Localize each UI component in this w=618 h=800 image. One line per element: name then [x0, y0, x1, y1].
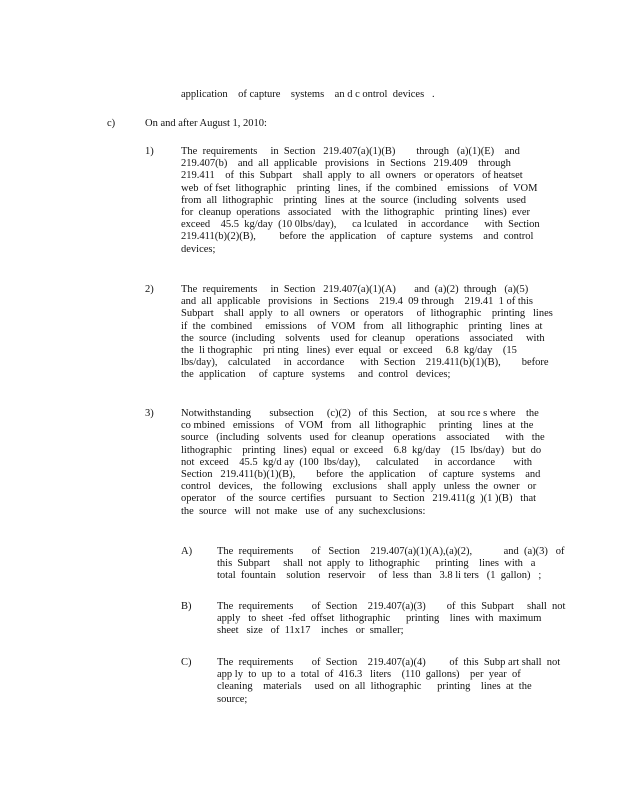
- subitem-c-marker: C): [181, 657, 192, 668]
- intro-line: application of capture systems an d c ontrol devices .: [181, 89, 435, 100]
- item-3-marker: 3): [145, 408, 154, 419]
- section-c-heading: On and after August 1, 2010:: [145, 118, 267, 129]
- item-1-marker: 1): [145, 146, 154, 157]
- item-2-paragraph: The requirements in Section 219.407(a)(1)(A) and (a)(2) through (a)(5) and all applicable provisions in Sections 219.4 09 through 219.41 1 of this Subpart shall apply to all owners or operators of lithographic printing lines if the combined emissions of VOM from all lithographic printing lines at the source (including solvents used for cleanup operations associated with the li thographic pri nting lines) ever equal or exceed 6.8 kg/day (15 lbs/day), calculated in accordance with Section 219.411(b)(1)(B), before the application of capture systems and control devices;: [181, 284, 553, 381]
- subitem-c-paragraph: The requirements of Section 219.407(a)(4) of this Subp art shall not app ly to up to a total of 416.3 liters (110 gallons) per year of cleaning materials used on all lithographic printing lines at the source;: [217, 657, 561, 705]
- subitem-a-paragraph: The requirements of Section 219.407(a)(1)(A),(a)(2), and (a)(3) of this Subpart shall not apply to lithographic printing lines with a total fountain solution reservoir of less than 3.8 li ters (1 gallon) ;: [217, 546, 565, 582]
- item-2-marker: 2): [145, 284, 154, 295]
- item-1-paragraph: The requirements in Section 219.407(a)(1)(B) through (a)(1)(E) and 219.407(b) and all applicable provisions in Sections 219.409 through 219.411 of this Subpart shall apply to all owners or operators of heatset web of fset lithographic printing lines, if the combined emissions of VOM from all lithographic printing lines at the source (including solvents used for cleanup operations associated with the lithographic printing lines) ever exceed 45.5 kg/day (10 0lbs/day), ca lculated in accordance with Section 219.411(b)(2)(B), before the application of capture systems and control devices;: [181, 146, 540, 255]
- subitem-b-paragraph: The requirements of Section 219.407(a)(3) of this Subpart shall not apply to sheet -fed offset lithographic printing lines with maximum sheet size of 11x17 inches or smaller;: [217, 601, 566, 637]
- subitem-b-marker: B): [181, 601, 192, 612]
- section-c-marker: c): [107, 118, 116, 129]
- subitem-a-marker: A): [181, 546, 193, 557]
- item-3-paragraph: Notwithstanding subsection (c)(2) of this Section, at sou rce s where the co mbined emissions of VOM from all lithographic printing lines at the source (including solvents used for cleanup operations associated with the lithographic printing lines) equal or exceed 6.8 kg/day (15 lbs/day) but do not exceed 45.5 kg/d ay (100 lbs/day), calculated in accordance with Section 219.411(b)(1)(B), before the application of capture systems and control devices, the following exclusions shall apply unless the owner or operator of the source certifies pursuant to Section 219.411(g )(1 )(B) that the source will not make use of any suchexclusions:: [181, 408, 545, 517]
